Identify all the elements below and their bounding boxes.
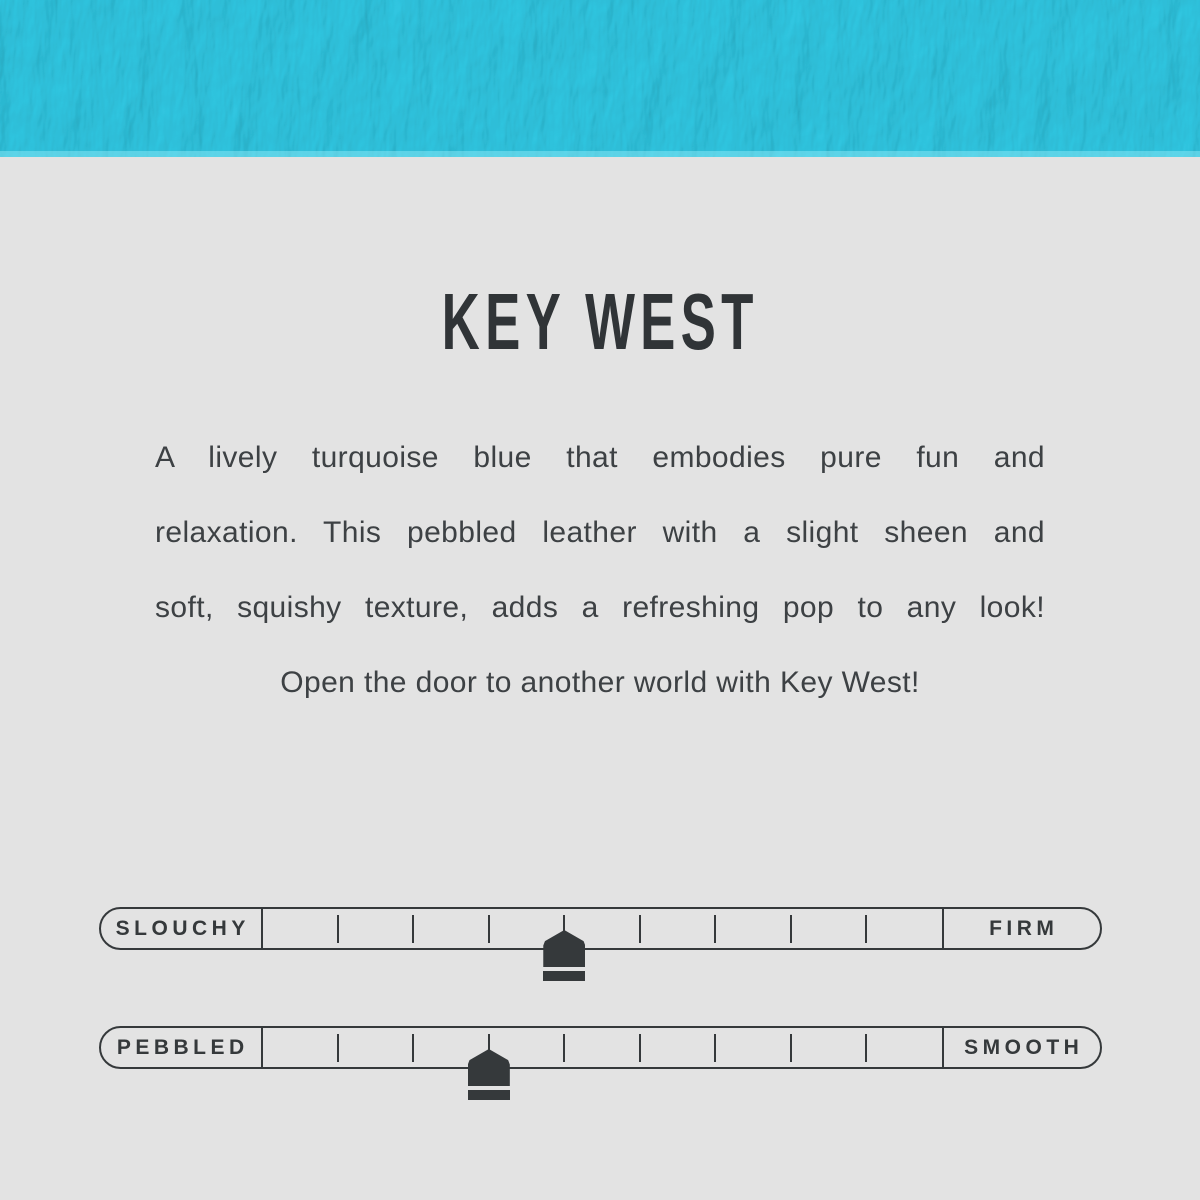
description-line: soft, squishy texture, adds a refreshing pop to any look! (155, 591, 1045, 624)
scale-marker-icon (543, 930, 585, 981)
marker-pointer-icon (543, 930, 585, 967)
scale-tick (790, 1034, 792, 1062)
texture-scale-left-cap (101, 1028, 261, 1067)
scale-left-label: SLOUCHY (115, 916, 250, 940)
scale-right-label: SMOOTH (964, 1035, 1084, 1059)
scale-marker-icon (468, 1049, 510, 1100)
scale-tick (865, 915, 867, 943)
scale-right-label: FIRM (989, 916, 1059, 940)
scale-tick (865, 1034, 867, 1062)
leather-swatch-image (0, 0, 1200, 157)
scale-tick (412, 915, 414, 943)
firmness-scale (99, 907, 1102, 950)
description-line: relaxation. This pebbled leather with a slight sheen and (155, 516, 1045, 549)
scale-tick (337, 915, 339, 943)
page-title (0, 277, 1200, 366)
leather-texture-graphic (0, 0, 1200, 157)
firmness-scale-right-cap (944, 909, 1100, 948)
scale-tick (563, 1034, 565, 1062)
scale-tick (412, 1034, 414, 1062)
scale-tick (639, 915, 641, 943)
marker-base-icon (468, 1090, 510, 1100)
description-line: Open the door to another world with Key West! (280, 666, 920, 699)
texture-scale-track (261, 1028, 944, 1067)
scale-tick (714, 915, 716, 943)
marker-pointer-icon (468, 1049, 510, 1086)
scale-tick (337, 1034, 339, 1062)
description-line: A lively turquoise blue that embodies pure fun and (155, 441, 1045, 474)
scale-left-label: PEBBLED (116, 1035, 249, 1059)
scale-tick (714, 1034, 716, 1062)
firmness-scale-track (261, 909, 944, 948)
texture-scale (99, 1026, 1102, 1069)
scale-tick (639, 1034, 641, 1062)
texture-scale-right-cap (944, 1028, 1100, 1067)
marker-base-icon (543, 971, 585, 981)
attribute-scales (0, 907, 1200, 1069)
scale-tick (488, 915, 490, 943)
scale-tick (790, 915, 792, 943)
firmness-scale-left-cap (101, 909, 261, 948)
page-title-text: KEY WEST (441, 277, 759, 366)
description-paragraph (155, 420, 1045, 720)
